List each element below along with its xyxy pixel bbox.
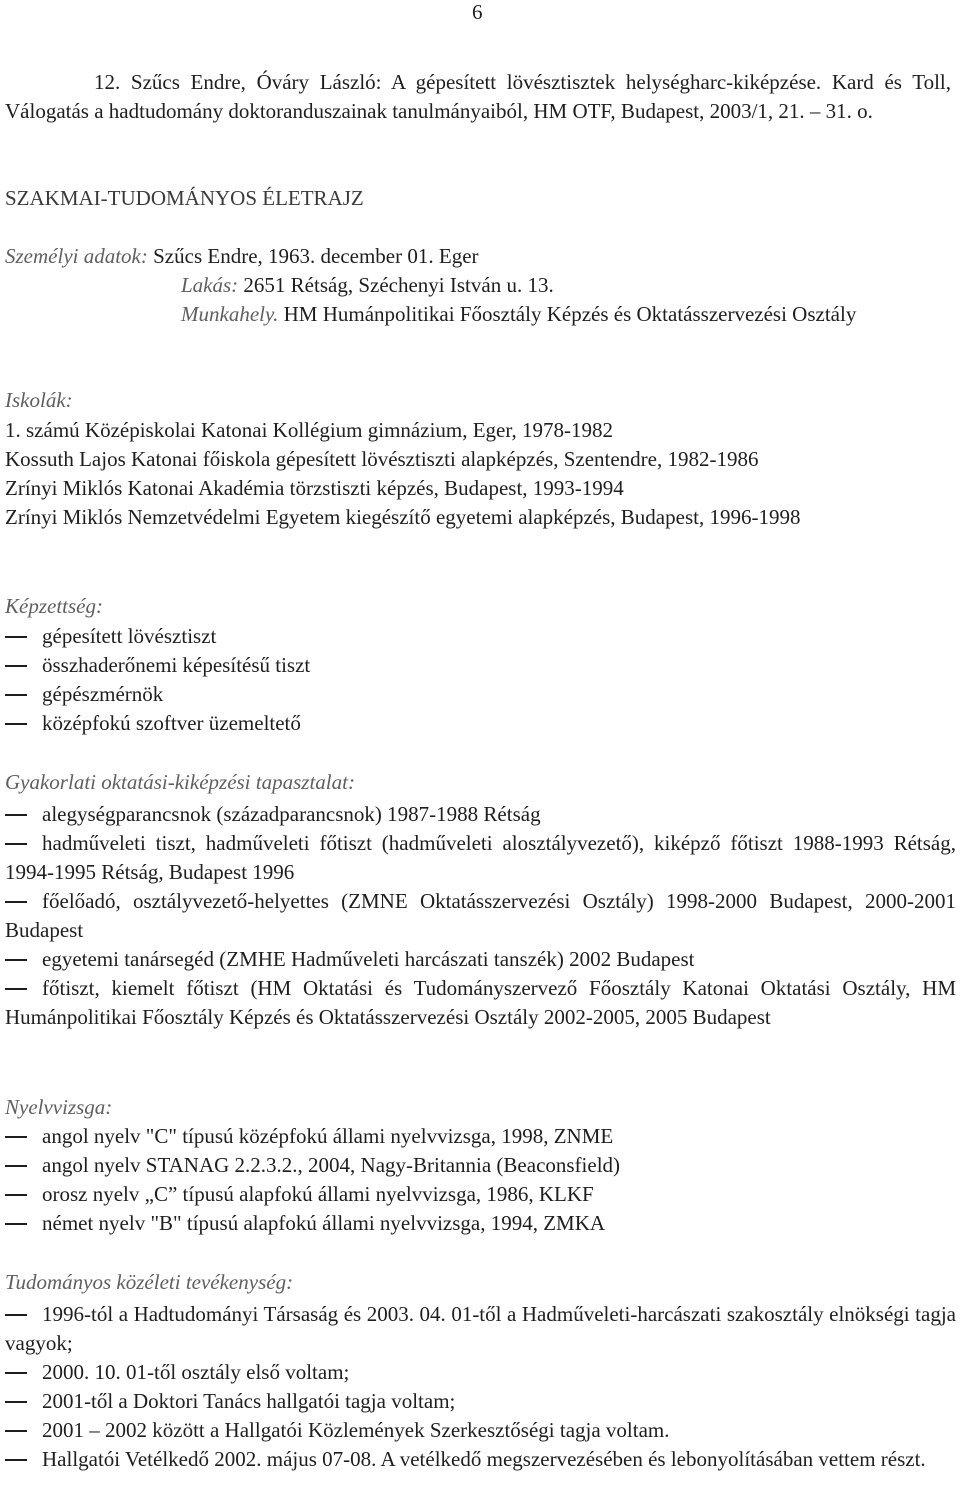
list-item: gépesített lövésztiszt [5,622,956,651]
list-item: összhaderőnemi képesítésű tiszt [5,651,956,680]
dash-bullet [5,901,27,903]
list-item: egyetemi tanársegéd (ZMHE Hadműveleti harcászati tanszék) 2002 Budapest [5,945,956,974]
page-number: 6 [472,0,483,24]
qualifications-heading: Képzettség: [5,594,103,618]
public-activity-list [5,1300,956,1474]
dash-bullet [5,1459,27,1461]
list-item: hadműveleti tiszt, hadműveleti főtiszt (hadműveleti alosztályvezető), kiképző főtiszt 1988-1993 Rétság, 1994-1995 Rétság, Budapest 1996 [5,831,956,884]
languages-heading: Nyelvvizsga: [5,1095,113,1119]
workplace-value: HM Humánpolitikai Főosztály Képzés és Oktatásszervezési Osztály [283,302,857,326]
list-item: 2001-től a Doktori Tanács hallgatói tagja voltam; [5,1387,956,1416]
dash-bullet [5,1430,27,1432]
dash-bullet [5,1223,27,1225]
dash-bullet [5,988,27,990]
languages-list [5,1122,956,1238]
dash-bullet [5,1165,27,1167]
list-item: középfokú szoftver üzemeltető [5,709,956,738]
school-item: Zrínyi Miklós Katonai Akadémia törzstiszti képzés, Budapest, 1993-1994 [5,476,624,500]
dash-bullet [5,1314,27,1316]
dash-bullet [5,1401,27,1403]
home-label: Lakás: [181,273,239,297]
list-item: főelőadó, osztályvezető-helyettes (ZMNE Oktatásszervezési Osztály) 1998-2000 Budapest, 2000-2001 Budapest [5,889,956,942]
school-item: Kossuth Lajos Katonai főiskola gépesített lövésztiszti alapképzés, Szentendre, 1982-1986 [5,447,759,471]
experience-list [5,800,956,1032]
personal-data-label: Személyi adatok: [5,244,148,268]
dash-bullet [5,1136,27,1138]
personal-data-value: Szűcs Endre, 1963. december 01. Eger [153,244,479,268]
schools-list [5,416,956,532]
school-item: Zrínyi Miklós Nemzetvédelmi Egyetem kiegészítő egyetemi alapképzés, Budapest, 1996-1998 [5,505,801,529]
list-item: német nyelv "B" típusú alapfokú állami nyelvvizsga, 1994, ZMKA [5,1209,956,1238]
list-item: 1996-tól a Hadtudományi Társaság és 2003. 04. 01-től a Hadműveleti-harcászati szakosztály elnökségi tagja vagyok; [5,1302,956,1355]
list-item: Hallgatói Vetélkedő 2002. május 07-08. A vetélkedő megszervezésében és lebonyolításában vettem részt. [5,1445,956,1474]
cv-title: SZAKMAI-TUDOMÁNYOS ÉLETRAJZ [5,186,364,210]
dash-bullet [5,1372,27,1374]
public-activity-heading: Tudományos közéleti tevékenység: [5,1270,294,1294]
dash-bullet [5,694,27,696]
qualifications-list [5,622,956,738]
dash-bullet [5,843,27,845]
dash-bullet [5,959,27,961]
dash-bullet [5,1194,27,1196]
personal-data-line [5,242,956,271]
reference-12: 12. Szűcs Endre, Óváry László: A gépesített lövésztisztek helységharc-kiképzése. Kard és Toll, Válogatás a hadtudomány doktoranduszainak tanulmányaiból, HM OTF, Budapest, 2003/1, 21. – 31. o. [5,70,951,123]
list-item: alegységparancsnok (századparancsnok) 1987-1988 Rétság [5,800,956,829]
list-item: 2001 – 2002 között a Hallgatói Közlemények Szerkesztőségi tagja voltam. [5,1416,956,1445]
list-item: angol nyelv "C" típusú középfokú állami nyelvvizsga, 1998, ZNME [5,1122,956,1151]
list-item: gépészmérnök [5,680,956,709]
dash-bullet [5,723,27,725]
dash-bullet [5,665,27,667]
workplace-label: Munkahely. [181,302,279,326]
dash-bullet [5,636,27,638]
list-item: orosz nyelv „C” típusú alapfokú állami nyelvvizsga, 1986, KLKF [5,1180,956,1209]
home-line [181,271,956,300]
school-item: 1. számú Középiskolai Katonai Kollégium gimnázium, Eger, 1978-1982 [5,418,614,442]
dash-bullet [5,814,27,816]
experience-heading: Gyakorlati oktatási-kiképzési tapasztalat: [5,770,355,794]
schools-heading: Iskolák: [5,388,73,412]
list-item: főtiszt, kiemelt főtiszt (HM Oktatási és Tudományszervező Főosztály Katonai Oktatási Osztály, HM Humánpolitikai Főosztály Képzés és Oktatásszervezési Osztály 2002-2005, 2005 Budapest [5,976,956,1029]
workplace-line [181,300,956,329]
list-item: 2000. 10. 01-től osztály első voltam; [5,1358,956,1387]
list-item: angol nyelv STANAG 2.2.3.2., 2004, Nagy-Britannia (Beaconsfield) [5,1151,956,1180]
home-value: 2651 Rétság, Széchenyi István u. 13. [243,273,554,297]
